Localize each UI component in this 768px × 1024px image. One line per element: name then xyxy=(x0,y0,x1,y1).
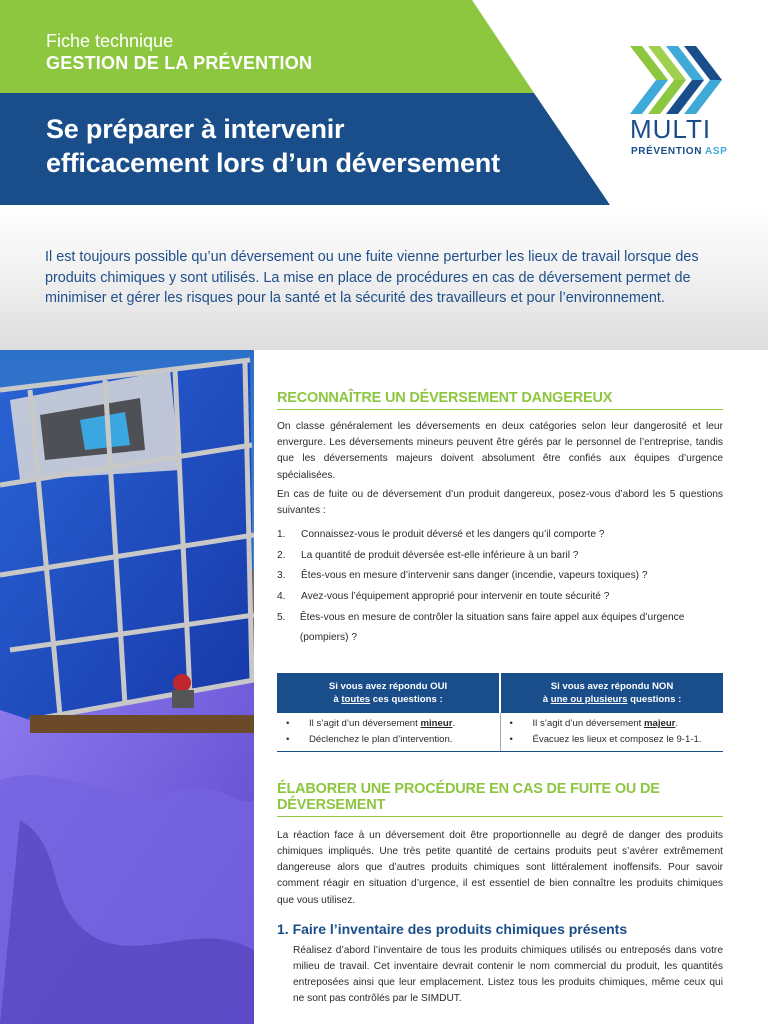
bullet-icon: • xyxy=(286,717,290,729)
question-number: 4. xyxy=(277,591,286,602)
header-text: Si vous avez répondu xyxy=(328,680,431,692)
page-title xyxy=(46,112,500,180)
header-text: à xyxy=(542,693,551,705)
list-item xyxy=(507,716,718,732)
list-item xyxy=(277,587,723,608)
no-cell xyxy=(500,713,723,752)
list-item xyxy=(283,732,494,748)
logo-asp: ASP xyxy=(705,146,728,157)
question-text: Connaissez-vous le produit déversé et les dangers qu’il comporte ? xyxy=(301,529,605,541)
header-no-emphasis: une ou plusieurs xyxy=(550,693,628,705)
header-text: questions : xyxy=(627,693,682,705)
question-text: La quantité de produit déversée est-elle inférieure à un baril ? xyxy=(301,549,579,561)
list-item xyxy=(507,732,718,748)
logo-subtitle xyxy=(631,146,727,157)
item-emphasis: mineur xyxy=(420,717,453,729)
logo-prevention: PRÉVENTION xyxy=(631,146,703,157)
question-text: Avez-vous l’équipement approprié pour intervenir en toute sécurité ? xyxy=(301,591,610,602)
kicker-category: GESTION DE LA PRÉVENTION xyxy=(46,53,313,73)
table-header-row xyxy=(277,673,723,713)
list-item xyxy=(283,716,494,732)
list-item xyxy=(277,546,723,567)
bullet-icon: • xyxy=(286,733,290,745)
header-text: ces questions : xyxy=(370,693,443,705)
section2-paragraph-2: Réalisez d’abord l’inventaire de tous les produits chimiques utilisés ou entreposés dans votre milieu de travail. Cet inventaire devrait contenir le nom commercial du produit, les quantités entreposées ainsi que leur emplacement. Listez tous les produits chimiques, même ceux qui ne sont pas contrôlés par le SIMDUT. xyxy=(293,944,723,1005)
logo-wordmark: MULTI xyxy=(630,114,712,144)
title-line-1: Se préparer à intervenir xyxy=(46,114,345,144)
item-text: . xyxy=(675,717,679,729)
section-heading-procedure: ÉLABORER UNE PROCÉDURE EN CAS DE FUITE OU DE DÉVERSEMENT xyxy=(277,781,723,817)
section-heading-recognize: RECONNAÎTRE UN DÉVERSEMENT DANGEREUX xyxy=(277,390,723,410)
list-item xyxy=(277,525,723,546)
item-text: Il s’agit d’un déversement xyxy=(532,717,644,729)
header-yes-keyword: OUI xyxy=(430,680,448,692)
table-row xyxy=(277,713,723,752)
item-text: Déclenchez le plan d’intervention. xyxy=(309,733,453,745)
title-line-2: efficacement lors d’un déversement xyxy=(46,148,500,178)
item-text: Il s’agit d’un déversement xyxy=(309,717,421,729)
list-item xyxy=(277,566,723,587)
question-number: 3. xyxy=(277,570,286,582)
questions-list xyxy=(277,525,723,649)
item-text: . xyxy=(452,717,456,729)
kicker-label: Fiche technique xyxy=(46,31,174,51)
header-yes-emphasis: toutes xyxy=(341,693,371,705)
header-text: Si vous avez répondu xyxy=(550,680,652,692)
list-item xyxy=(277,608,723,649)
question-text: Êtes-vous en mesure d’intervenir sans danger (incendie, vapeurs toxiques) ? xyxy=(301,570,648,582)
header-yes xyxy=(277,673,500,713)
chemical-container-image xyxy=(0,350,254,1024)
header-banner xyxy=(0,0,768,205)
item-emphasis: majeur xyxy=(643,717,676,729)
section2-paragraph-1: La réaction face à un déversement doit être proportionnelle au degré de danger des produits chimiques impliqués. Une très petite quantité de certains produits peut s’avérer extrêmement dangereuse alors que d’autres produits chimiques sont littéralement inoffensifs. Pour savoir comment réagir en situation d’urgence, il est essentiel de bien connaître les produits chimiques que vous utilisez. xyxy=(277,829,723,906)
intro-band xyxy=(0,205,768,350)
section1-paragraph-1: On classe généralement les déversements en deux catégories selon leur dangerosité et leur envergure. Les déversements mineurs peuvent être gérés par le personnel de l’entreprise, tandis que les déversements majeurs doivent absolument être confiés aux équipes d’urgence spécialisées. xyxy=(277,421,723,481)
content-column xyxy=(277,390,723,1008)
spill-photo xyxy=(0,350,254,1024)
doc-kicker xyxy=(46,30,312,74)
subheading-inventory: 1. Faire l’inventaire des produits chimiques présents xyxy=(277,920,628,937)
bullet-icon: • xyxy=(509,733,513,745)
header-no xyxy=(500,673,723,713)
yes-cell xyxy=(277,713,500,752)
question-number: 2. xyxy=(277,549,286,561)
section1-paragraph-2: En cas de fuite ou de déversement d’un produit dangereux, posez-vous d’abord les 5 questions suivantes : xyxy=(277,488,723,517)
question-number: 5. xyxy=(277,611,286,623)
intro-text: Il est toujours possible qu’un déversement ou une fuite vienne perturber les lieux de travail lorsque des produits chimiques y sont utilisés. La mise en place de procédures en cas de déversement permet de minimiser et gérer les risques pour la santé et la sécurité des travailleurs et pour l’environnement. xyxy=(45,249,699,306)
header-no-keyword: NON xyxy=(651,680,674,692)
question-number: 1. xyxy=(277,529,286,541)
question-text: Êtes-vous en mesure de contrôler la situation sans faire appel aux équipes d’urgence (pompiers) ? xyxy=(299,611,685,644)
answers-table xyxy=(277,673,723,752)
item-text: Évacuez les lieux et composez le 9-1-1. xyxy=(532,733,702,745)
header-text: à xyxy=(333,693,342,705)
bullet-icon: • xyxy=(509,717,513,729)
